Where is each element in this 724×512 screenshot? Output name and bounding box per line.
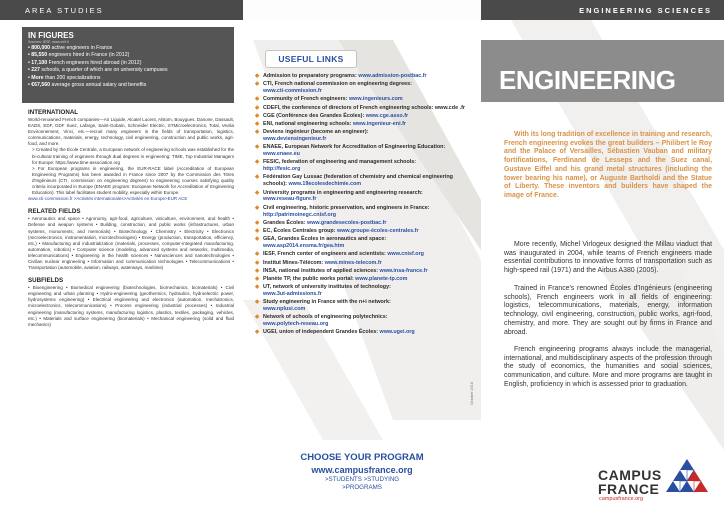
subfields-title: SUBFIELDS — [28, 277, 64, 285]
link-item[interactable]: ◆ IESF, French center of engineers and scientists: www.cnisf.org — [255, 251, 424, 258]
diamond-bullet-icon: ◆ — [255, 227, 260, 234]
link-item[interactable]: ◆ CDEFI, the conference of directors of French engineering schools: www.cde .fr — [255, 104, 465, 111]
diamond-bullet-icon: ◆ — [255, 120, 260, 127]
body-paragraph-3: French engineering programs always include the managerial, international, and multidisciplinary aspects of the profession through the study of economics, the humanities and social sciences, communication, and culture. More and more programs are taught in English, proficiency in which is assessed prior to graduation. — [504, 346, 712, 388]
link-item[interactable]: ◆ Deviens ingénieur (become an engineer): www.deviensingenieur.fr — [255, 129, 369, 143]
eur-ace-paragraph: > For European programs in engineering, the EUR-RACE label (Accreditation of European Engineering Programs) has been awarded in France since 2007 by the Commission des Titres d'Ingénieurs (CTI, commission on engineering degrees) to engineering courses satisfying quality criteria incorporated in Europe (ENAEE program: European Network for Accreditation of Engineering Education). This label facilitates student mobility, especially within Europe. — [32, 165, 234, 196]
related-fields-text: • Aeronautics and space • Agronomy, agri-food, agriculture, viniculture, environment, and health • Defense and weapon systems • Building, construction, and public works (infrastructures, urban systems, monuments, and memorials) • Biotechnology • Chemistry • Electricity • Electronics (microelectronics, instrumentation, microtechnologies) • Energy (production, transportation, efficiency, etc.) • Manufacturing and industrialization (materials, processes, computer-integrated manufacturing, automation, robotics) • Computer science (modeling, advanced systems and networks, multimedia, telecommunications) • Engineering in the health sciences • Nanosciences and nanotechnologies • Civilian nuclear engineering • Information and communication technologies • Telecommunications • Transportation (automobile, aviation, railways, waterways, maritime) — [28, 216, 234, 271]
link-item[interactable]: ◆ University programs in engineering and engineering research: www.reseau-figure.fr — [255, 189, 423, 203]
body-paragraph-2: Trained in France's renowned Écoles d'Ingénieurs (engineering schools), French engineers work in all fields of engineering: logistics, telecommunications, materials, energy, information technology, civil engineering, construction, public works, agri-food, chemistry, and more. They are sought out by firms in France and abroad. — [504, 285, 712, 336]
link-item[interactable]: ◆ Study engineering in France with the n+i network: www.nplusi.com — [255, 299, 391, 313]
in-figures-box — [22, 27, 234, 103]
link-item[interactable]: ◆ Fédération Gay Lussac (federation of chemistry and chemical engineering schools): www.19ecolesdechimie.com — [255, 174, 453, 188]
area-studies-header: AREA STUDIES — [0, 0, 243, 20]
page-title: ENGINEERING — [481, 40, 724, 102]
diamond-bullet-icon: ◆ — [255, 129, 260, 136]
link-item[interactable]: ◆ ENI, national engineering schools: www.ingenieur-eni.fr — [255, 120, 406, 127]
link-item[interactable]: ◆ ENAEE, European Network for Accreditation of Engineering Education: www.enaee.eu — [255, 144, 446, 158]
diamond-bullet-icon: ◆ — [255, 81, 260, 88]
diamond-bullet-icon: ◆ — [255, 259, 260, 266]
body-paragraph-1: More recently, Michel Virlogeux designed the Millau viaduct that was inaugurated in 2004, while teams of French engineers made essential contributions to innovative forms of transportation such as high-speed rail (1971) and the Airbus A380 (2005). — [504, 241, 712, 275]
logo-campus-word: CAMPUS — [598, 467, 662, 483]
edition-date: October 2016 — [470, 381, 474, 405]
diamond-bullet-icon: ◆ — [255, 299, 260, 306]
diamond-bullet-icon: ◆ — [255, 267, 260, 274]
diamond-bullet-icon: ◆ — [255, 284, 260, 291]
link-item[interactable]: ◆ INSA, national institutes of applied sciences: www.insa-france.fr — [255, 267, 428, 274]
middle-column — [243, 0, 481, 512]
useful-links-tab: USEFUL LINKS — [265, 50, 357, 68]
link-item[interactable]: ◆ Planète TP, the public works portal: www.planete-tp.com — [255, 275, 408, 282]
right-column — [481, 0, 724, 512]
link-item[interactable]: ◆ GEA, Grandes Écoles in aeronautics and space: www.asp2014.ensma.fr/gea.htm — [255, 236, 387, 250]
engineering-sciences-header: ENGINEERING SCIENCES — [481, 0, 724, 20]
link-item[interactable]: ◆ Civil engineering, historic preservation, and engineers in France: http://patrimoinegc.cnisf.org — [255, 204, 430, 218]
figure-item: • More than 200 specializations — [28, 74, 101, 81]
figures-list — [28, 45, 228, 89]
cti-link[interactable]: www.cti-commission.fr >Activités internationales>Activités en Europe>EUR ACE — [28, 196, 188, 202]
diamond-bullet-icon: ◆ — [255, 159, 260, 166]
subfields-text: • Bioengineering • Biomedical engineering (biotechnologies, biomechanics, biomaterials) • Civil engineering and urban planning • Hydro-engineering (geothermics, hydraulics, hydroelectric power, hydrosystems engineering) • Electrical engineering and electronics (automation, mechatronics, microelectronics, telecommunications) • Process engineering (industrial processes) • Industrial engineering (manufacturing systems, manufacturing logistics, plastics, textiles, packaging, vehicles, etc.) • Materials and surface engineering (biomaterials) • Mechanical engineering (solid and fluid mechanics) — [28, 285, 234, 327]
useful-links-list — [255, 73, 477, 338]
diamond-bullet-icon: ◆ — [255, 73, 260, 79]
diamond-bullet-icon: ◆ — [255, 314, 260, 321]
related-fields-title: RELATED FIELDS — [28, 208, 81, 216]
path-line-2: >PROGRAMS — [342, 484, 382, 491]
link-item[interactable]: ◆ CGE (Conférence des Grandes Écoles): www.cge.asso.fr — [255, 112, 409, 119]
diamond-bullet-icon: ◆ — [255, 275, 260, 282]
international-title: INTERNATIONAL — [28, 109, 79, 116]
left-column — [0, 0, 243, 512]
subfields-section — [28, 277, 234, 328]
link-item[interactable]: ◆ Network of schools of engineering polytechnics: www.polytech-reseau.org — [255, 314, 388, 328]
choose-program-block — [243, 452, 481, 492]
triangles-logo-icon — [658, 457, 716, 497]
link-item[interactable]: ◆ EC, Écoles Centrales group: www.groupe-écoles-centrales.fr — [255, 227, 419, 234]
link-item[interactable]: ◆ Admission to preparatory programs: www.admission-postbac.fr — [255, 73, 427, 79]
campusfrance-link[interactable]: www.campusfrance.org — [311, 465, 413, 475]
figures-source: Sources: IESF, www.ceif.fr — [28, 40, 70, 44]
diamond-bullet-icon: ◆ — [255, 219, 260, 226]
figure-item: • 85,550 engineers hired in France (in 2012) — [28, 52, 130, 59]
link-item[interactable]: ◆ Grandes Écoles: www.grandesecoles-postbac.fr — [255, 219, 387, 226]
diamond-bullet-icon: ◆ — [255, 96, 260, 103]
diamond-bullet-icon: ◆ — [255, 112, 260, 119]
diamond-bullet-icon: ◆ — [255, 204, 260, 211]
diamond-bullet-icon: ◆ — [255, 104, 260, 111]
logo-url: campusfrance.org — [599, 496, 644, 502]
link-item[interactable]: ◆ UGEI, union of independent Grandes Écoles: www.ugei.org — [255, 329, 415, 336]
diamond-bullet-icon: ◆ — [255, 251, 260, 258]
diamond-bullet-icon: ◆ — [255, 236, 260, 243]
link-item[interactable]: ◆ Community of French engineers: www.ingenieurs.com — [255, 96, 403, 103]
international-paragraph: World-renowned French companies—Air Liquide, Alcatel Lucent, Alstom, Bouygues, Danone, Dassault, EADS, EDF, GDF Suez, Lafarge, Saint-Gobain, Schneider Electric, STMicroelectronics, Total, Veolia Environnement, Vinci, etc.—recruit many engineers in the fields of transportation, logistics, communications, materials, energy, technology, civil engineering, construction and public works, agri-food, and more. — [28, 117, 234, 147]
logo-france-word: FRANCE — [598, 481, 660, 497]
path-line-1: >STUDENTS >STUDYING — [324, 476, 400, 483]
figure-item: • €67,560 average gross annual salary and benefits — [28, 82, 147, 89]
link-item[interactable]: ◆ UT, network of university institutes of technology: www.3ut-admissions.fr — [255, 284, 391, 298]
link-item[interactable]: ◆ CTI, French national commission on engineering degrees: www.cti-commission.fr — [255, 81, 412, 95]
figure-item: • 17,100 French engineers hired abroad (in 2012) — [28, 59, 142, 66]
intro-paragraph: With its long tradition of excellence in training and research, French engineering evokes the great builders – Philibert le Roy and the Palace of Versailles, Sébastien Vauban and military fortifications, Ferdinand de Lesseps and the Suez canal, Gustave Eiffel and his grand metal structures (including the tower bearing his name), or Auguste Bartholdi and the Statue of Liberty. These inventors and builders have shaped the image of France. — [504, 131, 712, 199]
time-network-paragraph: > Created by the École Centrale, a European network of engineering schools was established for the bi-cultural training of engineers through dual degrees in engineering: TIME, Top Industrial Managers for Europe: https://www.time-association.org — [32, 147, 234, 165]
choose-program-title: CHOOSE YOUR PROGRAM — [300, 452, 424, 463]
diamond-bullet-icon: ◆ — [255, 144, 260, 151]
diamond-bullet-icon: ◆ — [255, 329, 260, 336]
link-item[interactable]: ◆ FESIC, federation of engineering and management schools: http://fesic.org — [255, 159, 417, 173]
diamond-bullet-icon: ◆ — [255, 174, 260, 181]
in-figures-title: IN FIGURES — [28, 31, 74, 40]
diamond-bullet-icon: ◆ — [255, 189, 260, 196]
related-fields-section — [28, 208, 234, 271]
figure-item: • 800,000 active engineers in France — [28, 45, 113, 51]
campus-france-logo[interactable] — [598, 455, 718, 505]
figure-item: • 227 schools, a quarter of which are on university campuses — [28, 67, 168, 74]
link-item[interactable]: ◆ Institut Mines-Télécom: www.mines-telecom.fr — [255, 259, 382, 266]
international-section — [28, 109, 234, 202]
